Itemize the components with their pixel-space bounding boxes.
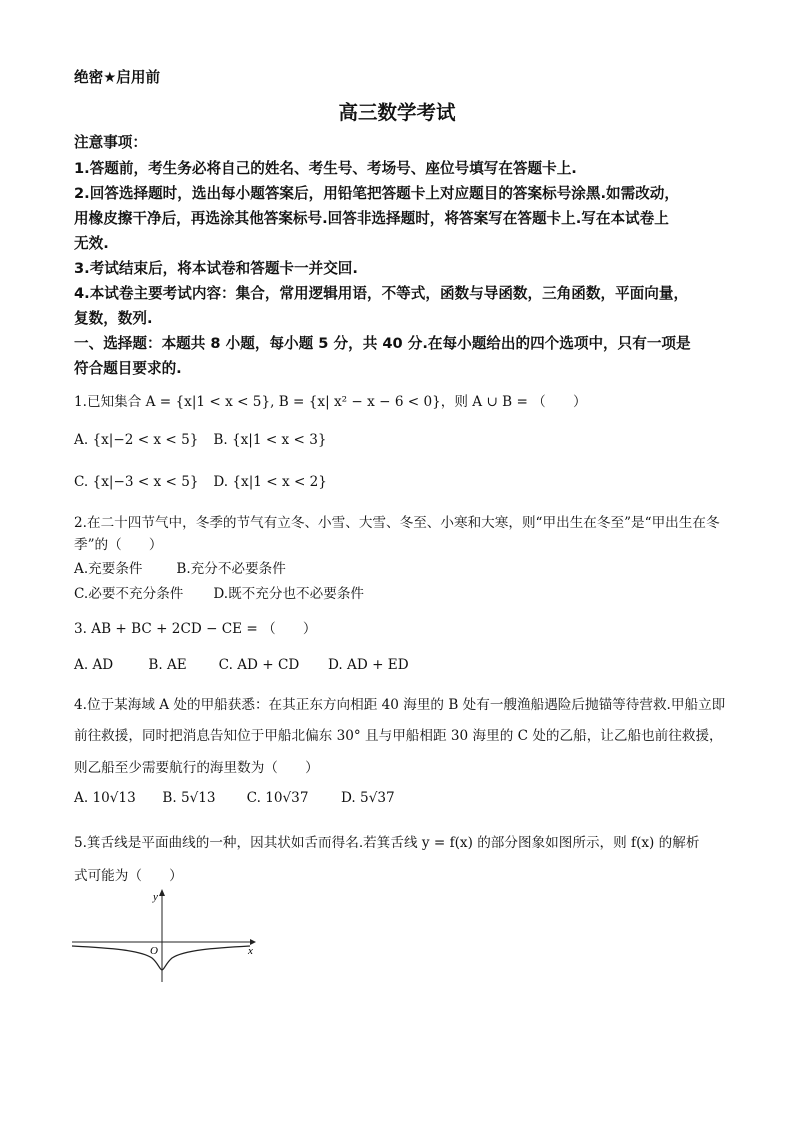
note-3: 3.考试结束后，将本试卷和答题卡一并交回. bbox=[74, 260, 358, 277]
note-4-line-2: 复数，数列. bbox=[74, 310, 153, 327]
q1-options-row-2 bbox=[74, 474, 327, 490]
q5-witch-curve-figure bbox=[70, 884, 260, 984]
q4-option-c: C. 10√37 bbox=[246, 790, 309, 806]
q2-option-c: C.必要不充分条件 bbox=[74, 586, 184, 602]
q1-option-b: B. {x|1 < x < 3} bbox=[213, 432, 327, 448]
q4-option-b: B. 5√13 bbox=[162, 790, 216, 806]
notes-heading: 注意事项： bbox=[74, 134, 147, 151]
y-axis-arrow-icon bbox=[159, 889, 165, 896]
q1-option-d: D. {x|1 < x < 2} bbox=[213, 474, 327, 490]
page-title: 高三数学考试 bbox=[338, 101, 456, 124]
q1-option-c: C. {x|−3 < x < 5} bbox=[74, 474, 199, 490]
q3-options bbox=[74, 657, 409, 673]
secret-label: 绝密★启用前 bbox=[74, 69, 161, 86]
q3-option-a: A. AD bbox=[74, 657, 114, 673]
witch-curve bbox=[72, 946, 250, 970]
x-axis-label: x bbox=[248, 945, 253, 957]
note-2-line-3: 无效. bbox=[74, 235, 109, 252]
note-4-line-1: 4.本试卷主要考试内容：集合，常用逻辑用语，不等式，函数与导函数，三角函数，平面向量， bbox=[74, 285, 689, 302]
q3-option-d: D. AD + ED bbox=[327, 657, 409, 673]
q2-line-1: 2.在二十四节气中，冬季的节气有立冬、小雪、大雪、冬至、小寒和大寒，则“甲出生在冬至”是“甲出生在冬 bbox=[74, 515, 720, 531]
q2-options-row-1 bbox=[74, 557, 286, 577]
origin-label: O bbox=[150, 945, 158, 957]
q3-option-c: C. AD + CD bbox=[218, 657, 300, 673]
q1-options-row-1 bbox=[74, 432, 327, 448]
q4-option-d: D. 5√37 bbox=[340, 790, 395, 806]
q2-option-a: A.充要条件 bbox=[74, 561, 143, 577]
q2-option-d: D.既不充分也不必要条件 bbox=[213, 586, 365, 602]
q2-options-row-2 bbox=[74, 582, 364, 602]
q4-option-a: A. 10√13 bbox=[74, 790, 136, 806]
q4-line-1: 4.位于某海域 A 处的甲船获悉：在其正东方向相距 40 海里的 B 处有一艘渔船遇险后抛锚等待营救.甲船立即 bbox=[74, 697, 726, 713]
y-axis-label: y bbox=[153, 891, 158, 903]
q3-option-b: B. AE bbox=[148, 657, 187, 673]
q5-line-1: 5.箕舌线是平面曲线的一种，因其状如舌而得名.若箕舌线 y = f(x) 的部分图象如图所示，则 f(x) 的解析 bbox=[74, 835, 700, 851]
q5-line-2: 式可能为（ ） bbox=[74, 868, 183, 884]
q3-stem: 3. AB + BC + 2CD − CE = （ ） bbox=[74, 621, 317, 637]
q4-line-2: 前往救援，同时把消息告知位于甲船北偏东 30° 且与甲船相距 30 海里的 C 处的乙船，让乙船也前往救援， bbox=[74, 728, 723, 744]
q1-stem: 1.已知集合 A = {x|1 < x < 5}, B = {x| x² − x − 6 < 0}，则 A ∪ B = （ ） bbox=[74, 394, 587, 410]
section-1-line-1: 一、选择题：本题共 8 小题，每小题 5 分，共 40 分.在每小题给出的四个选项中，只有一项是 bbox=[74, 335, 691, 352]
q2-line-2: 季”的（ ） bbox=[74, 537, 163, 553]
q4-line-3: 则乙船至少需要航行的海里数为（ ） bbox=[74, 760, 319, 776]
note-1: 1.答题前，考生务必将自己的姓名、考生号、考场号、座位号填写在答题卡上. bbox=[74, 160, 577, 177]
note-2-line-2: 用橡皮擦干净后，再选涂其他答案标号.回答非选择题时，将答案写在答题卡上.写在本试卷上 bbox=[74, 210, 669, 227]
section-1-line-2: 符合题目要求的. bbox=[74, 360, 182, 377]
q2-option-b: B.充分不必要条件 bbox=[176, 561, 286, 577]
q4-options bbox=[74, 790, 395, 806]
q1-option-a: A. {x|−2 < x < 5} bbox=[74, 432, 199, 448]
note-2-line-1: 2.回答选择题时，选出每小题答案后，用铅笔把答题卡上对应题目的答案标号涂黑.如需改动， bbox=[74, 185, 679, 202]
